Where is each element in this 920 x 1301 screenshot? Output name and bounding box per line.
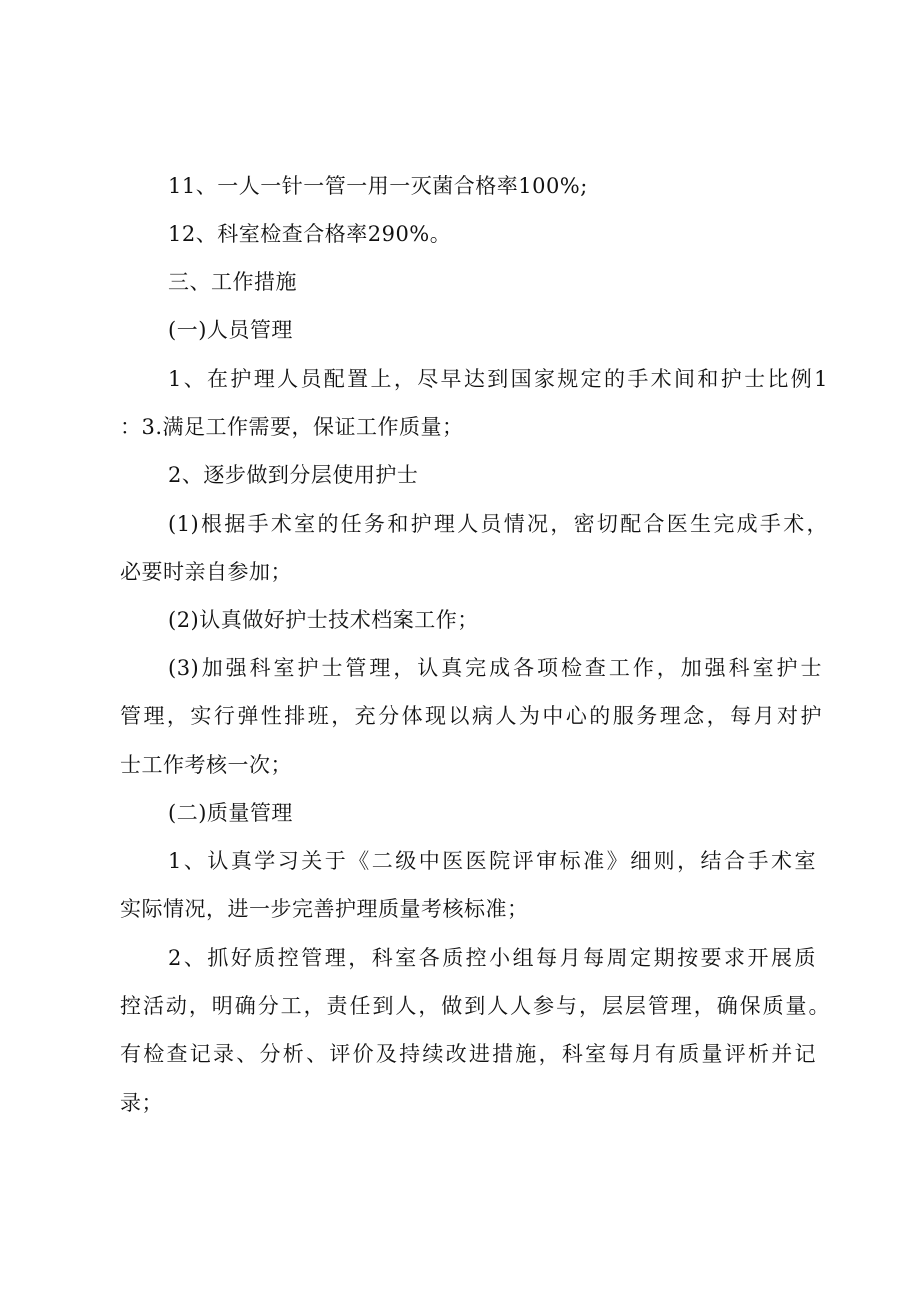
text-line-12: 管理，实行弹性排班，充分体现以病人为中心的服务理念，每月对护	[120, 704, 822, 728]
text-line-13: 士工作考核一次；	[120, 753, 292, 777]
text-line-20: 录；	[120, 1091, 163, 1115]
subsection-heading-quality: (二)质量管理	[168, 801, 293, 825]
subsection-heading-personnel: (一)人员管理	[168, 318, 293, 342]
text-line-16: 实际情况，进一步完善护理质量考核标准；	[120, 897, 529, 921]
text-line-11: (3)加强科室护士管理，认真完成各项检查工作，加强科室护士	[168, 656, 822, 680]
text-line-5: 1、在护理人员配置上，尽早达到国家规定的手术间和护士比例1	[168, 367, 828, 391]
text-line-18: 控活动，明确分工，责任到人，做到人人参与，层层管理，确保质量。	[120, 994, 830, 1018]
text-line-15: 1、认真学习关于《二级中医医院评审标准》细则，结合手术室	[168, 849, 816, 873]
section-heading-work-measures: 三、工作措施	[168, 270, 297, 294]
text-line-10: (2)认真做好护士技术档案工作；	[168, 608, 479, 632]
text-line-2: 12、科室检查合格率290%。	[168, 222, 452, 246]
text-line-17: 2、抓好质控管理，科室各质控小组每月每周定期按要求开展质	[168, 946, 816, 970]
text-line-6: ：3.满足工作需要，保证工作质量；	[120, 415, 464, 439]
text-line-19: 有检查记录、分析、评价及持续改进措施，科室每月有质量评析并记	[120, 1042, 816, 1066]
text-line-1: 11、一人一针一管一用一灭菌合格率100%;	[168, 174, 588, 198]
text-line-8: (1)根据手术室的任务和护理人员情况，密切配合医生完成手术，	[168, 512, 828, 536]
text-line-7: 2、逐步做到分层使用护士	[168, 463, 419, 487]
text-line-9: 必要时亲自参加；	[120, 560, 292, 584]
